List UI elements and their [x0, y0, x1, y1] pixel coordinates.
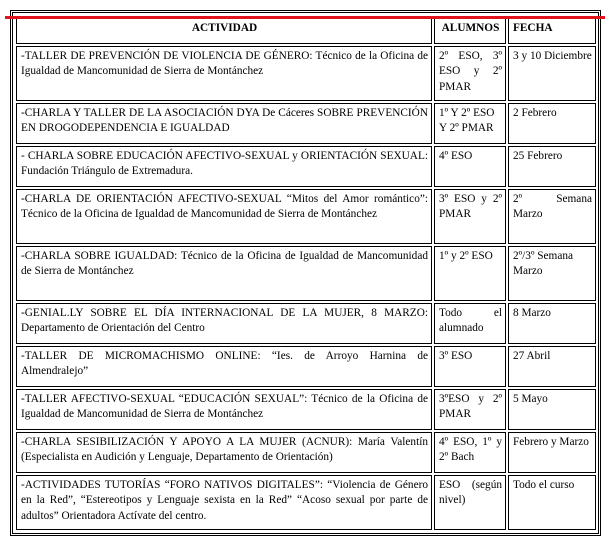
date-cell: 25 Febrero — [508, 146, 596, 187]
date-cell: 3 y 10 Diciembre — [508, 46, 596, 101]
students-cell: 3ºESO y 2º PMAR — [434, 389, 506, 430]
table-row — [16, 475, 596, 530]
activity-cell: -CHARLA SOBRE IGUALDAD: Técnico de la Oficina de Igualdad de Mancomunidad de Sierra de Montánchez — [16, 246, 432, 301]
activity-cell: - CHARLA SOBRE EDUCACIÓN AFECTIVO-SEXUAL y ORIENTACIÓN SEXUAL: Fundación Triángulo de Extremadura. — [16, 146, 432, 187]
date-cell: 2º/3º Semana Marzo — [508, 246, 596, 301]
table-row — [16, 189, 596, 244]
activity-cell: -TALLER DE MICROMACHISMO ONLINE: “Ies. de Arroyo Harnina de Almendralejo” — [16, 346, 432, 387]
table-row — [16, 432, 596, 473]
date-cell: 2 Febrero — [508, 103, 596, 144]
date-cell: 2º Semana Marzo — [508, 189, 596, 244]
students-cell: Todo el alumnado — [434, 303, 506, 344]
students-cell: 1º Y 2º ESO Y 2º PMAR — [434, 103, 506, 144]
date-cell: Febrero y Marzo — [508, 432, 596, 473]
header-students: ALUMNOS — [434, 16, 506, 44]
activity-cell: -CHARLA DE ORIENTACIÓN AFECTIVO-SEXUAL “Mitos del Amor romántico”: Técnico de la Oficina de Igualdad de Mancomunidad de Sierra de Montánchez — [16, 189, 432, 244]
students-cell: 3º ESO — [434, 346, 506, 387]
table-row — [16, 46, 596, 101]
table-row — [16, 303, 596, 344]
date-cell: 27 Abril — [508, 346, 596, 387]
table-header-row — [16, 16, 596, 44]
activity-cell: -CHARLA Y TALLER DE LA ASOCIACIÓN DYA De Cáceres SOBRE PREVENCIÓN EN DROGODEPENDENCIA E IGUALDAD — [16, 103, 432, 144]
date-cell: 8 Marzo — [508, 303, 596, 344]
table-row — [16, 146, 596, 187]
activity-cell: -ACTIVIDADES TUTORÍAS “FORO NATIVOS DIGITALES”: “Violencia de Género en la Red”, “Estereotipos y Lenguaje sexista en la Red” “Acoso sexual por parte de adultos” Orientadora Actívate del centro. — [16, 475, 432, 530]
table-row — [16, 246, 596, 301]
students-cell: 2º ESO, 3º ESO y 2º PMAR — [434, 46, 506, 101]
activities-table — [14, 14, 598, 532]
students-cell: 3º ESO y 2º PMAR — [434, 189, 506, 244]
table-row — [16, 103, 596, 144]
header-activity: ACTIVIDAD — [16, 16, 432, 44]
activities-table-container — [10, 10, 601, 536]
table-row — [16, 389, 596, 430]
date-cell: 5 Mayo — [508, 389, 596, 430]
activity-cell: -TALLER AFECTIVO-SEXUAL “EDUCACIÓN SEXUAL”: Técnico de la Oficina de Igualdad de Mancomunidad de Sierra de Montánchez — [16, 389, 432, 430]
students-cell: ESO (según nivel) — [434, 475, 506, 530]
activity-cell: -CHARLA SESIBILIZACIÓN Y APOYO A LA MUJER (ACNUR): María Valentín (Especialista en Audición y Lenguaje, Departamento de Orientación) — [16, 432, 432, 473]
students-cell: 4º ESO — [434, 146, 506, 187]
red-annotation-line — [5, 16, 605, 19]
activity-cell: -TALLER DE PREVENCIÓN DE VIOLENCIA DE GÉNERO: Técnico de la Oficina de Igualdad de Mancomunidad de Sierra de Montánchez — [16, 46, 432, 101]
students-cell: 4º ESO, 1º y 2º Bach — [434, 432, 506, 473]
header-date: FECHA — [508, 16, 596, 44]
students-cell: 1º y 2º ESO — [434, 246, 506, 301]
date-cell: Todo el curso — [508, 475, 596, 530]
table-row — [16, 346, 596, 387]
activity-cell: -GENIAL.LY SOBRE EL DÍA INTERNACIONAL DE LA MUJER, 8 MARZO: Departamento de Orientación del Centro — [16, 303, 432, 344]
